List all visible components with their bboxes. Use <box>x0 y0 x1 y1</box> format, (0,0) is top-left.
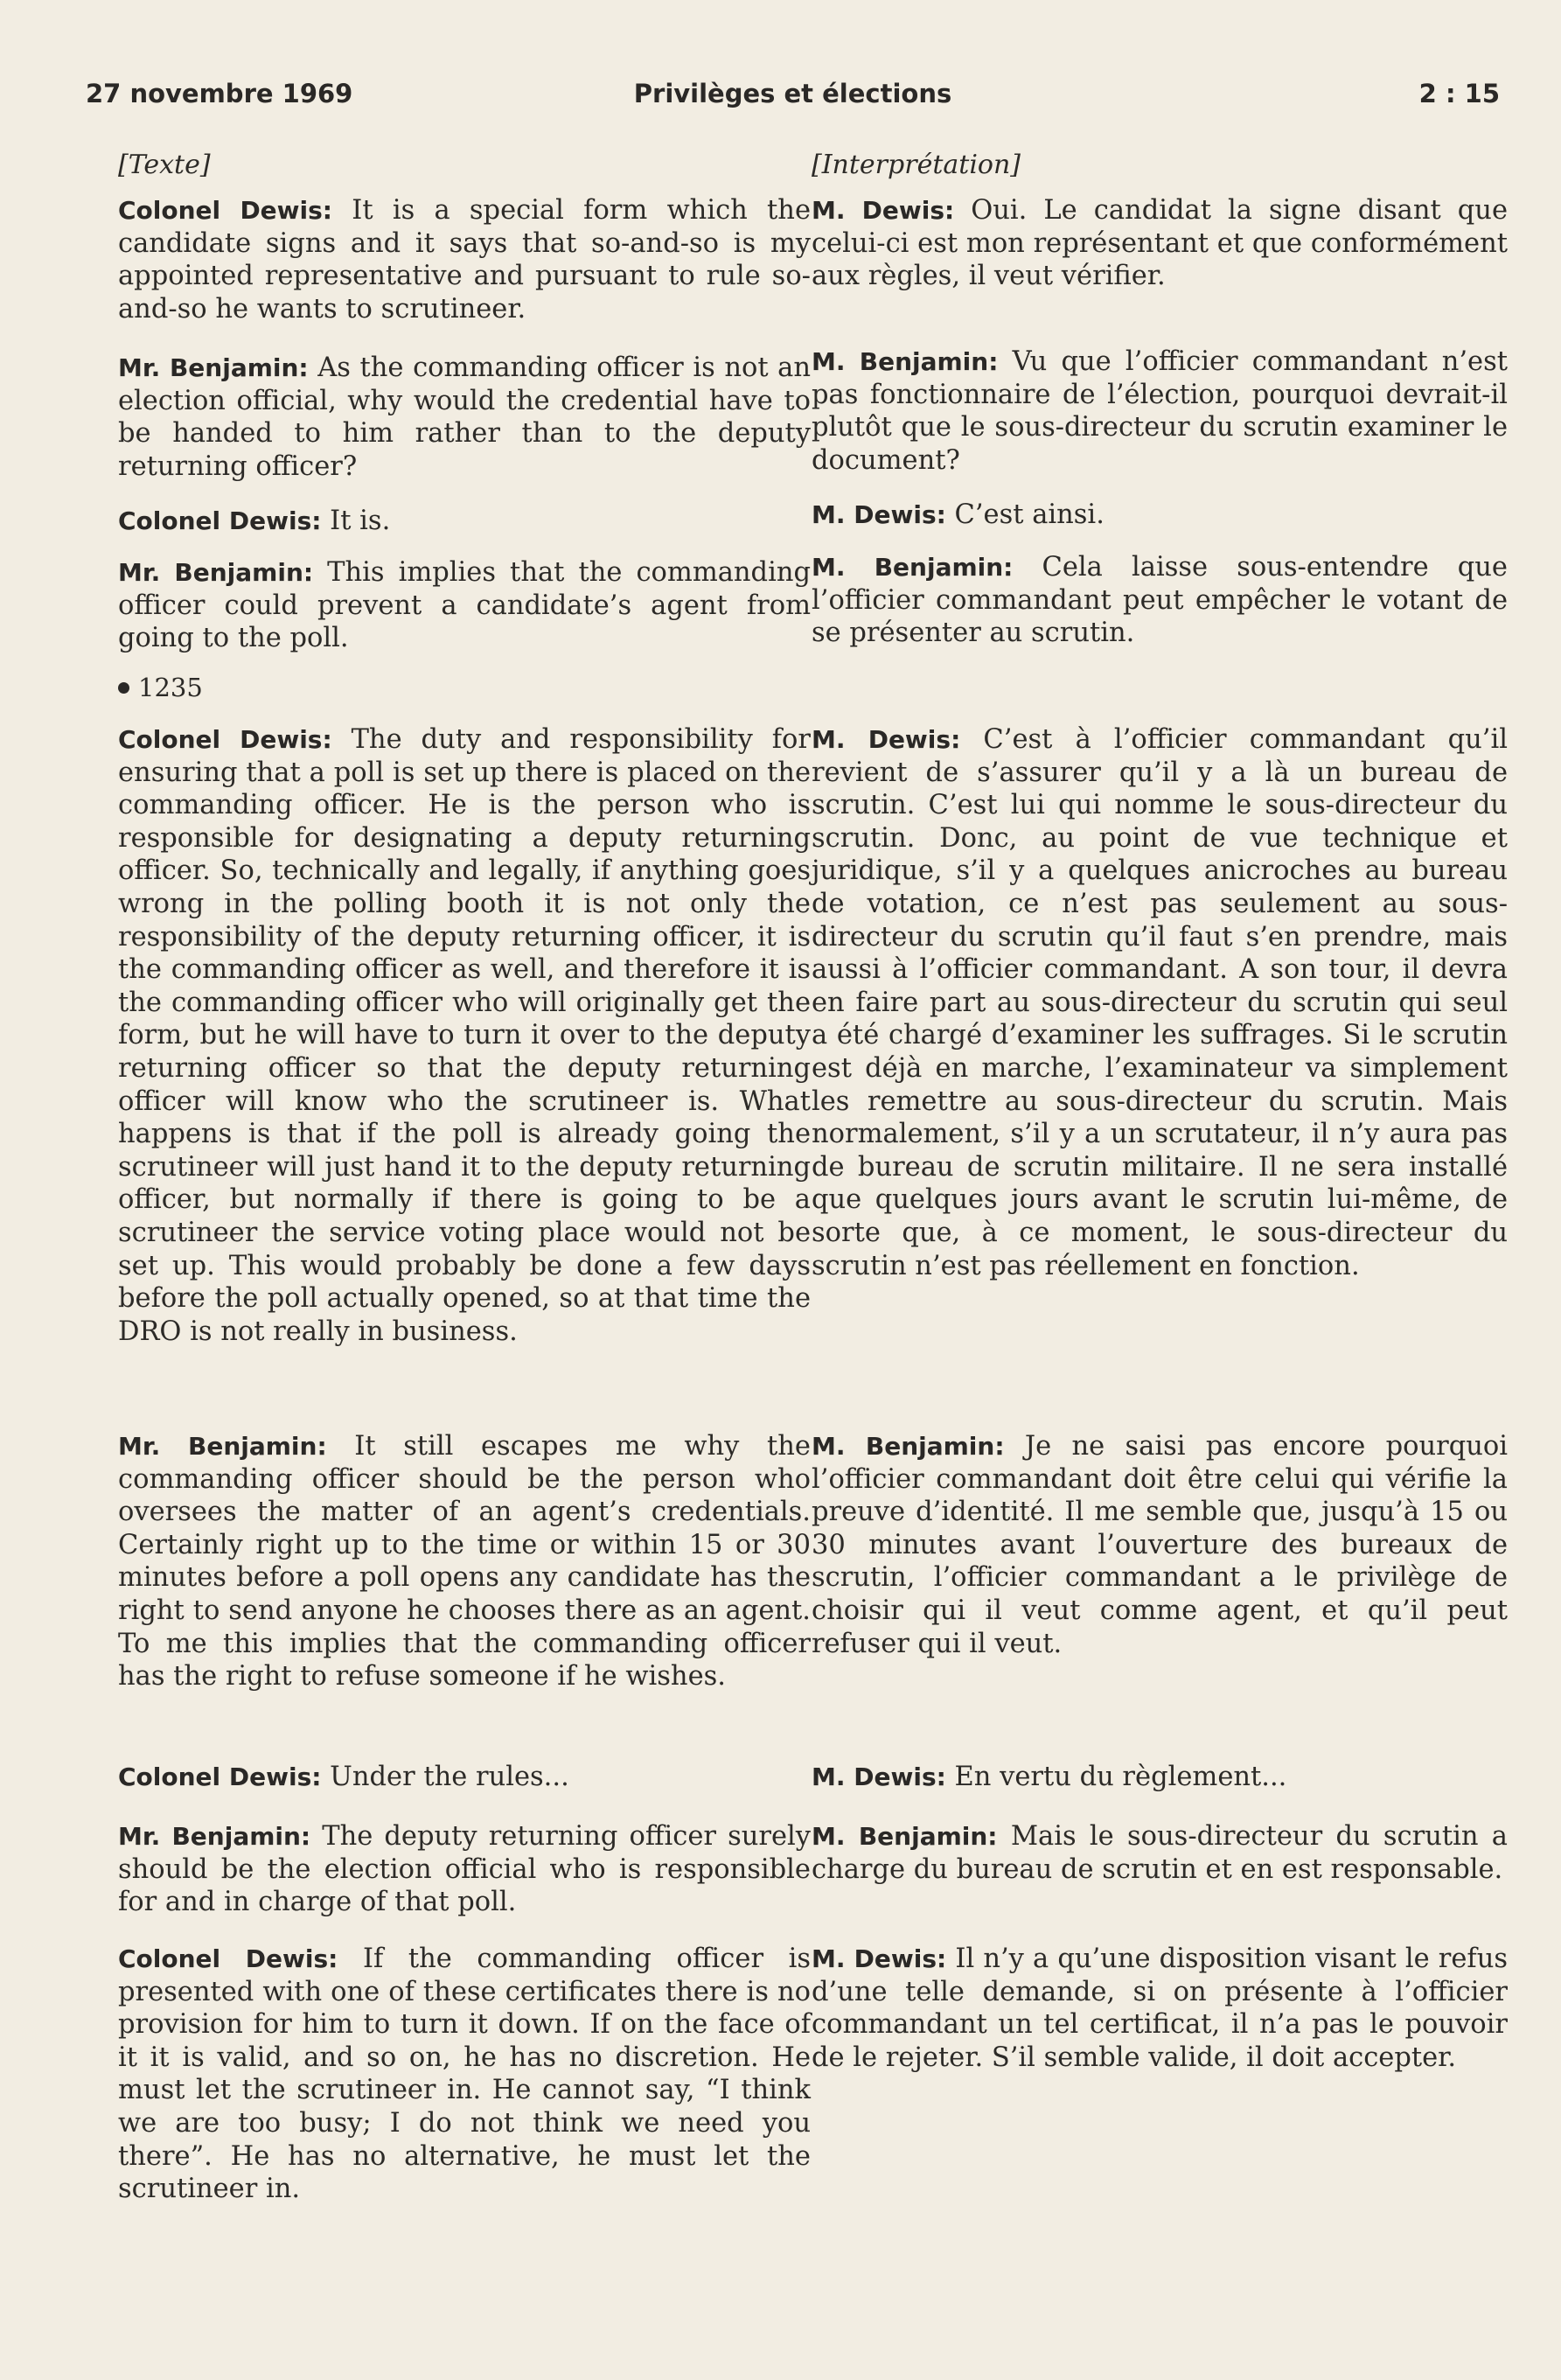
speaker-name: Colonel Dewis: <box>118 196 333 225</box>
speaker-name: Mr. Benjamin: <box>118 1822 311 1851</box>
speaker-name: Mr. Benjamin: <box>118 558 314 587</box>
transcript-paragraph: M. Dewis: C’est à l’officier commandant qu’il revient de s’assurer qu’il y a là un bureau de scrutin. C’est lui qui nomme le sous-directeur du scrutin. Donc, au point de vue technique et juridique, s’il y a quelques anicroches au bureau de votation, ce n’est pas seulement au sous-directeur du scrutin qu’il faut s’en prendre, mais aussi à l’officier commandant. A son tour, il devra en faire part au sous-directeur du scrutin qui seul a été chargé d’examiner les suffrages. Si le scrutin est déjà en marche, l’examinateur va simplement les remettre au sous-directeur du scrutin. Mais normalement, s’il y a un scrutateur, il n’y aura pas de bureau de scrutin militaire. Il ne sera installé que quelques jours avant le scrutin lui-même, de sorte que, à ce moment, le sous-directeur du scrutin n’est pas réellement en fonction. <box>812 724 1508 1281</box>
section-label-texte: [Texte] <box>118 150 211 180</box>
bullet-icon <box>118 682 129 694</box>
speaker-name: M. Dewis: <box>812 725 961 754</box>
header-date: 27 novembre 1969 <box>86 79 353 108</box>
speaker-name: M. Benjamin: <box>812 553 1014 582</box>
speaker-name: M. Benjamin: <box>812 1822 998 1851</box>
speaker-name: M. Benjamin: <box>812 347 999 376</box>
page-header <box>86 79 1500 121</box>
transcript-paragraph: Mr. Benjamin: It still escapes me why the commanding officer should be the person who oversees the matter of an agent’s credentials. Certainly right up to the time or within 15 or 30 minutes before a poll opens any candidate has the right to send anyone he chooses there as an agent. To me this implies that the commanding officer has the right to refuse someone if he wishes. <box>118 1431 811 1693</box>
transcript-paragraph: Colonel Dewis: It is a special form which the candidate signs and it says that so-and-so is my appointed representative and pursuant to rule so-and-so he wants to scrutineer. <box>118 195 811 325</box>
transcript-paragraph: M. Benjamin: Vu que l’officier commandant n’est pas fonctionnaire de l’élection, pourquoi devrait-il plutôt que le sous-directeur du scrutin examiner le document? <box>812 346 1508 476</box>
transcript-paragraph: Colonel Dewis: It is. <box>118 506 391 536</box>
transcript-paragraph: Mr. Benjamin: The deputy returning officer surely should be the election official who is responsible for and in charge of that poll. <box>118 1821 811 1918</box>
transcript-paragraph: Mr. Benjamin: This implies that the commanding officer could prevent a candidate’s agent from going to the poll. <box>118 557 812 654</box>
header-title: Privilèges et élections <box>633 79 952 108</box>
speaker-name: M. Dewis: <box>812 1944 947 1973</box>
speaker-name: Mr. Benjamin: <box>118 353 309 382</box>
speaker-name: Colonel Dewis: <box>118 1762 322 1791</box>
transcript-paragraph: M. Dewis: C’est ainsi. <box>812 499 1105 530</box>
speaker-name: M. Dewis: <box>812 500 946 529</box>
transcript-paragraph: Colonel Dewis: Under the rules... <box>118 1762 569 1792</box>
time-marker: 1235 <box>118 672 811 705</box>
transcript-paragraph: M. Dewis: Oui. Le candidat la signe disant que celui-ci est mon représentant et que conformément aux règles, il veut vérifier. <box>812 195 1508 292</box>
transcript-paragraph: Mr. Benjamin: As the commanding officer is not an election official, why would the credential have to be handed to him rather than to the deputy returning officer? <box>118 352 812 482</box>
speaker-name: Colonel Dewis: <box>118 1944 338 1973</box>
transcript-paragraph: M. Benjamin: Mais le sous-directeur du scrutin a charge du bureau de scrutin et en est responsable. <box>812 1821 1508 1885</box>
transcript-paragraph: M. Dewis: En vertu du règlement... <box>812 1762 1287 1792</box>
transcript-paragraph: Colonel Dewis: The duty and responsibility for ensuring that a poll is set up there is placed on the commanding officer. He is the person who is responsible for designating a deputy returning officer. So, technically and legally, if anything goes wrong in the polling booth it is not only the responsibility of the deputy returning officer, it is the commanding officer as well, and therefore it is the commanding officer who will originally get the form, but he will have to turn it over to the deputy returning officer so that the deputy returning officer will know who the scrutineer is. What happens is that if the poll is already going the scrutineer will just hand it to the deputy returning officer, but normally if there is going to be a scrutineer the service voting place would not be set up. This would probably be done a few days before the poll actually opened, so at that time the DRO is not really in business. <box>118 724 811 1347</box>
header-page-number: 2 : 15 <box>1418 79 1500 108</box>
speaker-name: M. Dewis: <box>812 1762 946 1791</box>
transcript-paragraph: M. Dewis: Il n’y a qu’une disposition visant le refus d’une telle demande, si on présente à l’officier commandant un tel certificat, il n’a pas le pouvoir de le rejeter. S’il semble valide, il doit accepter. <box>812 1944 1509 2073</box>
transcript-paragraph: M. Benjamin: Cela laisse sous-entendre que l’officier commandant peut empêcher le votant de se présenter au scrutin. <box>812 552 1508 649</box>
speaker-name: M. Benjamin: <box>812 1432 1005 1461</box>
section-label-interpretation: [Interprétation] <box>812 150 1021 180</box>
speaker-name: Colonel Dewis: <box>118 506 322 535</box>
speaker-name: M. Dewis: <box>812 196 955 225</box>
transcript-paragraph: Colonel Dewis: If the commanding officer is presented with one of these certificates there is no provision for him to turn it down. If on the face of it it is valid, and so on, he has no discretion. He must let the scrutineer in. He cannot say, “I think we are too busy; I do not think we need you there”. He has no alternative, he must let the scrutineer in. <box>118 1944 812 2205</box>
speaker-name: Colonel Dewis: <box>118 725 332 754</box>
transcript-paragraph: M. Benjamin: Je ne saisi pas encore pourquoi l’officier commandant doit être celui qui vérifie la preuve d’identité. Il me semble que, jusqu’à 15 ou 30 minutes avant l’ouverture des bureaux de scrutin, l’officier commandant a le privilège de choisir qui il veut comme agent, et qu’il peut refuser qui il veut. <box>812 1431 1508 1659</box>
speaker-name: Mr. Benjamin: <box>118 1432 327 1461</box>
